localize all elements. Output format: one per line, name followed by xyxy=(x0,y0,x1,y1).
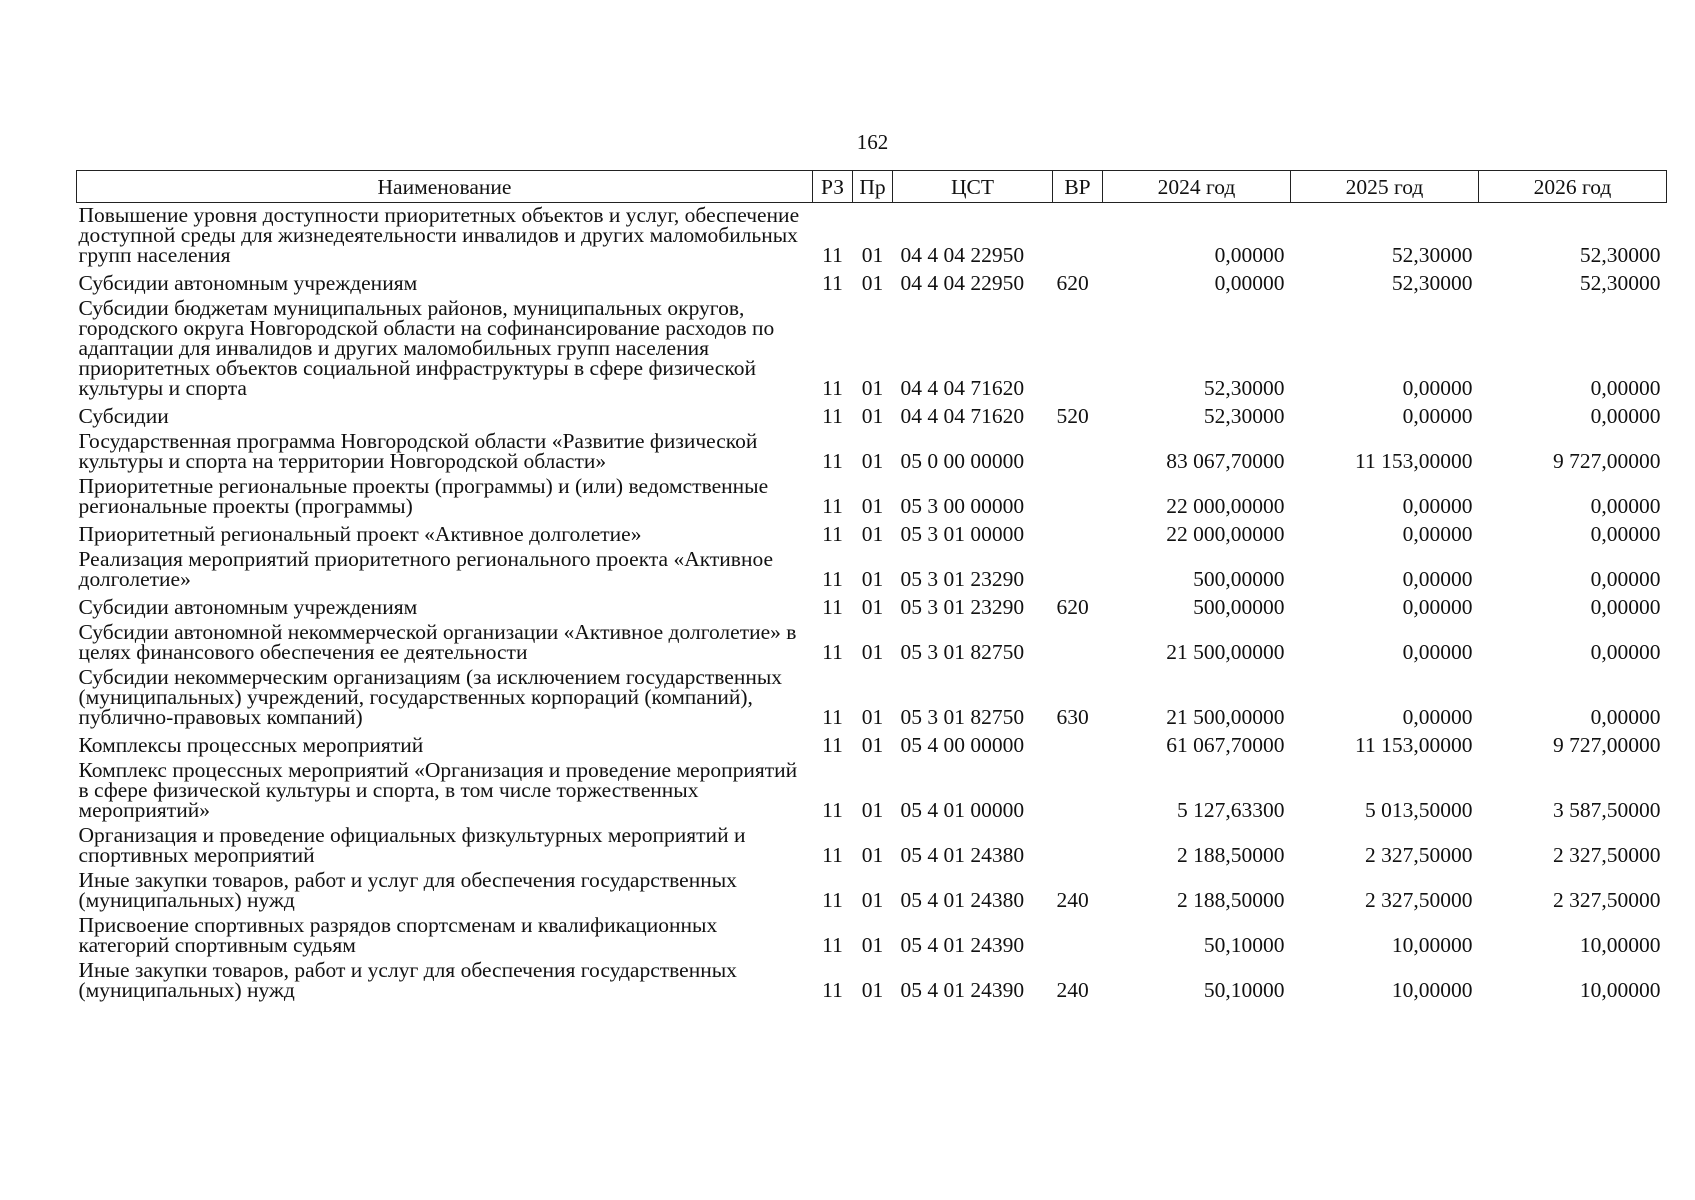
row-name: Субсидии бюджетам муниципальных районов, муниципальных округов, городского округа Новгородской области на софинансирование расходов по адаптации для инвалидов и других маломобильных групп населения приоритетных объектов социальной инфраструктуры в сфере физической культуры и спорта xyxy=(78,296,775,400)
row-vr: 240 xyxy=(1056,888,1089,912)
row-rz: 11 xyxy=(822,243,843,267)
row-cst: 05 4 01 24390 xyxy=(900,978,1025,1002)
row-rz: 11 xyxy=(822,404,843,428)
row-cst: 04 4 04 71620 xyxy=(900,376,1025,400)
row-rz: 11 xyxy=(822,494,843,518)
row-rz: 11 xyxy=(822,640,843,664)
row-rz: 11 xyxy=(822,798,843,822)
row-2026: 9 727,00000 xyxy=(1553,733,1661,757)
row-2026: 0,00000 xyxy=(1590,567,1661,591)
header-2024: 2024 год xyxy=(1103,171,1291,203)
row-vr xyxy=(1053,474,1103,519)
row-name: Организация и проведение официальных физкультурных мероприятий и спортивных мероприятий xyxy=(78,823,746,867)
row-pr: 01 xyxy=(861,933,884,957)
row-2026: 0,00000 xyxy=(1590,376,1661,400)
table-row xyxy=(77,401,1667,429)
row-vr: 240 xyxy=(1056,978,1089,1002)
row-2025: 2 327,50000 xyxy=(1365,888,1473,912)
table-row xyxy=(77,620,1667,665)
row-2026: 0,00000 xyxy=(1590,705,1661,729)
budget-table xyxy=(76,170,1667,1003)
row-pr: 01 xyxy=(861,888,884,912)
row-vr: 630 xyxy=(1056,705,1089,729)
table-row xyxy=(77,823,1667,868)
row-pr: 01 xyxy=(861,494,884,518)
table-row xyxy=(77,665,1667,730)
row-vr xyxy=(1053,730,1103,758)
row-vr xyxy=(1053,203,1103,269)
row-cst: 05 4 01 24380 xyxy=(900,843,1025,867)
row-pr: 01 xyxy=(861,271,884,295)
row-rz: 11 xyxy=(822,567,843,591)
header-vr: ВР xyxy=(1053,171,1103,203)
row-cst: 04 4 04 22950 xyxy=(900,243,1025,267)
row-name: Субсидии автономным учреждениям xyxy=(78,595,418,619)
row-2025: 0,00000 xyxy=(1402,640,1473,664)
table-row xyxy=(77,519,1667,547)
row-rz: 11 xyxy=(822,705,843,729)
row-name: Комплексы процессных мероприятий xyxy=(78,733,424,757)
row-name: Субсидии xyxy=(78,404,169,428)
row-name: Присвоение спортивных разрядов спортсменам и квалификационных категорий спортивным судьям xyxy=(78,913,718,957)
row-vr xyxy=(1053,296,1103,401)
row-2024: 500,00000 xyxy=(1193,595,1285,619)
row-name: Государственная программа Новгородской области «Развитие физической культуры и спорта на территории Новгородской области» xyxy=(78,429,758,473)
row-2024: 0,00000 xyxy=(1214,271,1285,295)
header-2026: 2026 год xyxy=(1479,171,1667,203)
page-number: 162 xyxy=(856,130,889,154)
header-2025: 2025 год xyxy=(1291,171,1479,203)
row-2025: 0,00000 xyxy=(1402,522,1473,546)
row-cst: 05 3 01 00000 xyxy=(900,522,1025,546)
row-rz: 11 xyxy=(822,449,843,473)
row-vr xyxy=(1053,913,1103,958)
row-2025: 10,00000 xyxy=(1391,933,1473,957)
row-rz: 11 xyxy=(822,933,843,957)
row-2024: 0,00000 xyxy=(1214,243,1285,267)
row-2025: 0,00000 xyxy=(1402,404,1473,428)
row-rz: 11 xyxy=(822,522,843,546)
header-cst: ЦСТ xyxy=(893,171,1053,203)
row-vr xyxy=(1053,758,1103,823)
row-cst: 05 3 01 82750 xyxy=(900,705,1025,729)
row-name: Иные закупки товаров, работ и услуг для обеспечения государственных (муниципальных) нужд xyxy=(78,868,737,912)
row-vr xyxy=(1053,823,1103,868)
row-name: Субсидии автономной некоммерческой организации «Активное долголетие» в целях финансового обеспечения ее деятельности xyxy=(78,620,797,664)
table-row xyxy=(77,203,1667,269)
row-2026: 2 327,50000 xyxy=(1553,888,1661,912)
table-row xyxy=(77,296,1667,401)
row-name: Повышение уровня доступности приоритетных объектов и услуг, обеспечение доступной среды для жизнедеятельности инвалидов и других маломобильных групп населения xyxy=(78,203,800,267)
row-2025: 0,00000 xyxy=(1402,567,1473,591)
row-rz: 11 xyxy=(822,595,843,619)
row-2025: 11 153,00000 xyxy=(1355,733,1473,757)
table-row xyxy=(77,868,1667,913)
row-2026: 0,00000 xyxy=(1590,494,1661,518)
table-row xyxy=(77,268,1667,296)
row-2025: 0,00000 xyxy=(1402,595,1473,619)
table-row xyxy=(77,758,1667,823)
row-2025: 11 153,00000 xyxy=(1355,449,1473,473)
table-row xyxy=(77,730,1667,758)
row-name: Субсидии некоммерческим организациям (за исключением государственных (муниципальных) учреждений, государственных корпораций (компаний), публично-правовых компаний) xyxy=(78,665,783,729)
row-2024: 52,30000 xyxy=(1203,376,1285,400)
row-pr: 01 xyxy=(861,522,884,546)
table-row xyxy=(77,547,1667,592)
row-2026: 2 327,50000 xyxy=(1553,843,1661,867)
row-cst: 05 4 01 24390 xyxy=(900,933,1025,957)
table-row xyxy=(77,958,1667,1003)
row-name: Реализация мероприятий приоритетного регионального проекта «Активное долголетие» xyxy=(78,547,774,591)
row-2024: 5 127,63300 xyxy=(1177,798,1285,822)
row-pr: 01 xyxy=(861,705,884,729)
row-name: Приоритетные региональные проекты (программы) и (или) ведомственные региональные проекты (программы) xyxy=(78,474,769,518)
row-2026: 3 587,50000 xyxy=(1553,798,1661,822)
row-name: Субсидии автономным учреждениям xyxy=(78,271,418,295)
table-row xyxy=(77,592,1667,620)
row-pr: 01 xyxy=(861,567,884,591)
row-rz: 11 xyxy=(822,843,843,867)
row-name: Иные закупки товаров, работ и услуг для обеспечения государственных (муниципальных) нужд xyxy=(78,958,737,1002)
row-pr: 01 xyxy=(861,978,884,1002)
row-2026: 52,30000 xyxy=(1579,271,1661,295)
row-2026: 10,00000 xyxy=(1579,978,1661,1002)
row-2024: 22 000,00000 xyxy=(1166,494,1285,518)
row-name: Комплекс процессных мероприятий «Организация и проведение мероприятий в сфере физической культуры и спорта, в том числе торжественных мероприятий» xyxy=(78,758,798,822)
row-cst: 05 4 00 00000 xyxy=(900,733,1025,757)
row-pr: 01 xyxy=(861,733,884,757)
row-pr: 01 xyxy=(861,449,884,473)
row-2024: 21 500,00000 xyxy=(1166,705,1285,729)
row-2025: 2 327,50000 xyxy=(1365,843,1473,867)
row-2025: 0,00000 xyxy=(1402,494,1473,518)
row-cst: 04 4 04 22950 xyxy=(900,271,1025,295)
row-pr: 01 xyxy=(861,798,884,822)
row-rz: 11 xyxy=(822,888,843,912)
row-2024: 500,00000 xyxy=(1193,567,1285,591)
row-2025: 5 013,50000 xyxy=(1365,798,1473,822)
header-name: Наименование xyxy=(77,171,813,203)
row-cst: 05 0 00 00000 xyxy=(900,449,1025,473)
row-2024: 83 067,70000 xyxy=(1166,449,1285,473)
row-2024: 50,10000 xyxy=(1203,978,1285,1002)
row-cst: 04 4 04 71620 xyxy=(900,404,1025,428)
row-2024: 61 067,70000 xyxy=(1166,733,1285,757)
row-rz: 11 xyxy=(822,978,843,1002)
row-vr: 620 xyxy=(1056,271,1089,295)
table-row xyxy=(77,474,1667,519)
row-2026: 10,00000 xyxy=(1579,933,1661,957)
row-2026: 0,00000 xyxy=(1590,404,1661,428)
row-pr: 01 xyxy=(861,595,884,619)
row-2026: 52,30000 xyxy=(1579,243,1661,267)
row-2026: 0,00000 xyxy=(1590,595,1661,619)
row-cst: 05 4 01 00000 xyxy=(900,798,1025,822)
header-pr: Пр xyxy=(853,171,893,203)
row-cst: 05 3 00 00000 xyxy=(900,494,1025,518)
row-2025: 0,00000 xyxy=(1402,705,1473,729)
row-2026: 0,00000 xyxy=(1590,522,1661,546)
table-row xyxy=(77,913,1667,958)
row-rz: 11 xyxy=(822,733,843,757)
row-rz: 11 xyxy=(822,376,843,400)
row-2024: 52,30000 xyxy=(1203,404,1285,428)
row-pr: 01 xyxy=(861,843,884,867)
row-pr: 01 xyxy=(861,376,884,400)
row-2024: 50,10000 xyxy=(1203,933,1285,957)
header-rz: РЗ xyxy=(813,171,853,203)
row-2024: 22 000,00000 xyxy=(1166,522,1285,546)
row-vr: 520 xyxy=(1056,404,1089,428)
row-2024: 2 188,50000 xyxy=(1177,888,1285,912)
row-pr: 01 xyxy=(861,640,884,664)
row-2026: 9 727,00000 xyxy=(1553,449,1661,473)
row-2025: 10,00000 xyxy=(1391,978,1473,1002)
row-2025: 52,30000 xyxy=(1391,243,1473,267)
row-name: Приоритетный региональный проект «Активное долголетие» xyxy=(78,522,642,546)
row-vr: 620 xyxy=(1056,595,1089,619)
row-vr xyxy=(1053,620,1103,665)
row-2025: 52,30000 xyxy=(1391,271,1473,295)
row-cst: 05 3 01 82750 xyxy=(900,640,1025,664)
table-header-row xyxy=(77,171,1667,203)
row-rz: 11 xyxy=(822,271,843,295)
row-vr xyxy=(1053,429,1103,474)
row-pr: 01 xyxy=(861,243,884,267)
row-cst: 05 4 01 24380 xyxy=(900,888,1025,912)
row-cst: 05 3 01 23290 xyxy=(900,595,1025,619)
row-2024: 21 500,00000 xyxy=(1166,640,1285,664)
row-2025: 0,00000 xyxy=(1402,376,1473,400)
row-cst: 05 3 01 23290 xyxy=(900,567,1025,591)
row-2026: 0,00000 xyxy=(1590,640,1661,664)
row-vr xyxy=(1053,519,1103,547)
row-vr xyxy=(1053,547,1103,592)
table-row xyxy=(77,429,1667,474)
row-2024: 2 188,50000 xyxy=(1177,843,1285,867)
row-pr: 01 xyxy=(861,404,884,428)
